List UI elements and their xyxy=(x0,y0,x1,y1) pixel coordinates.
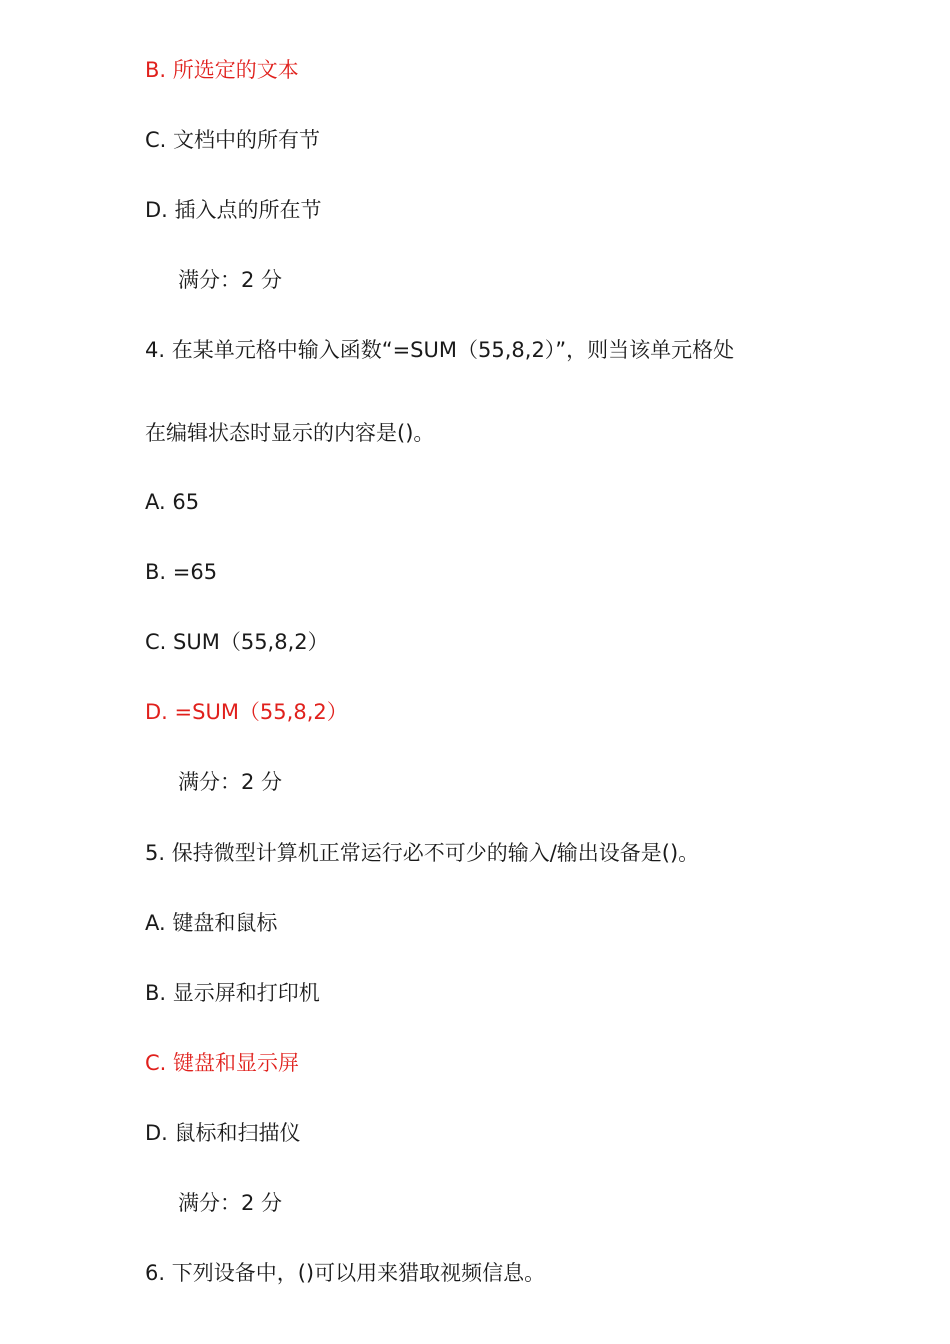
q3-score: 满分：2 分 xyxy=(178,268,283,292)
q6-question: 6. 下列设备中，()可以用来猎取视频信息。 xyxy=(145,1261,546,1285)
q4-option-d: D. =SUM（55,8,2） xyxy=(145,700,348,724)
q4-question-line-2: 在编辑状态时显示的内容是()。 xyxy=(145,421,435,445)
q3-option-c: C. 文档中的所有节 xyxy=(145,128,321,152)
q3-option-d: D. 插入点的所在节 xyxy=(145,198,322,222)
q4-score: 满分：2 分 xyxy=(178,770,283,794)
q5-question: 5. 保持微型计算机正常运行必不可少的输入/输出设备是()。 xyxy=(145,841,700,865)
q4-option-b: B. =65 xyxy=(145,560,218,584)
q5-option-b: B. 显示屏和打印机 xyxy=(145,981,320,1005)
q5-score: 满分：2 分 xyxy=(178,1191,283,1215)
q4-question-line-1: 4. 在某单元格中输入函数“=SUM（55,8,2）”，则当该单元格处 xyxy=(145,338,735,362)
q4-option-a: A. 65 xyxy=(145,490,200,514)
q3-option-b: B. 所选定的文本 xyxy=(145,58,299,82)
q5-option-a: A. 键盘和鼠标 xyxy=(145,911,278,935)
q5-option-d: D. 鼠标和扫描仪 xyxy=(145,1121,301,1145)
q5-option-c: C. 键盘和显示屏 xyxy=(145,1051,300,1075)
q4-option-c: C. SUM（55,8,2） xyxy=(145,630,329,654)
